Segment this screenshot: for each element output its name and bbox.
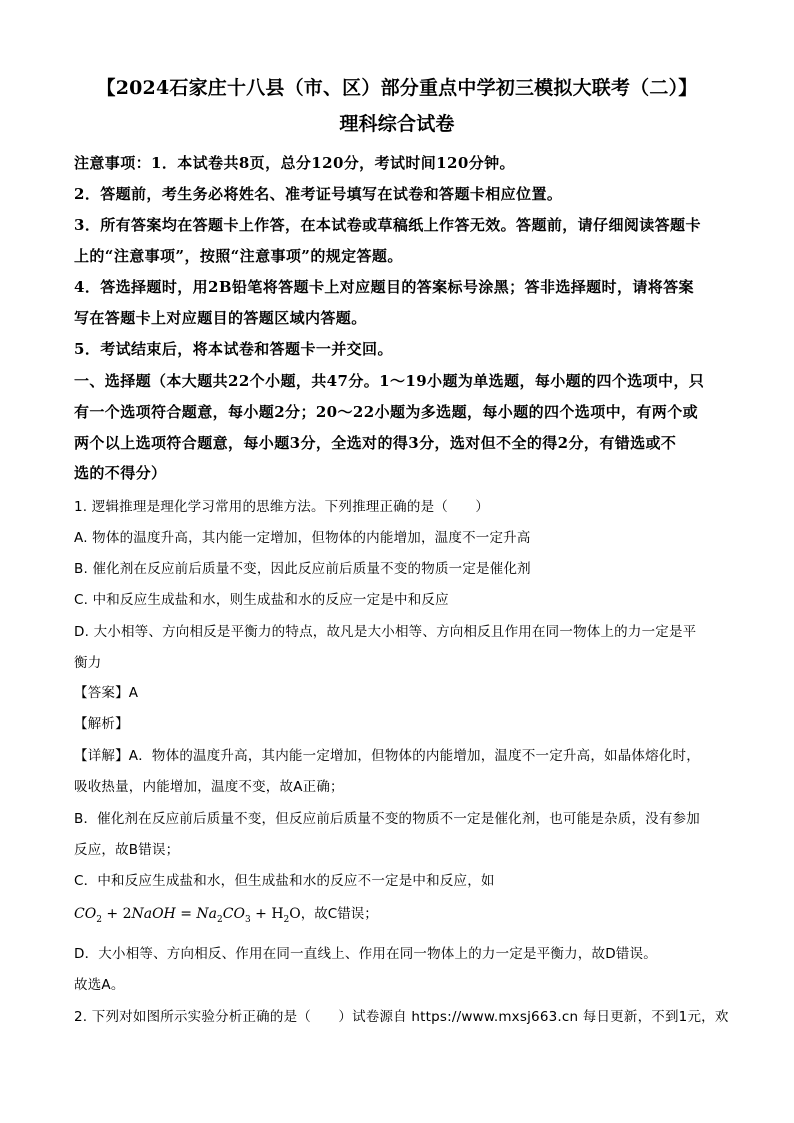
question-1-conclusion: 故选A。 [74,977,125,993]
section-heading-line-3: 两个以上选项符合题意，每小题3分，全选对的得3分，选对但不全的得2分，有错选或不 [74,434,677,452]
chemical-equation-tail: ，故C错误； [300,906,378,922]
question-1-explanation-line-3: B．催化剂在反应前后质量不变，但反应前后质量不变的物质不一定是催化剂，也可能是杂质，没有参加 [74,811,700,827]
section-heading-line-4: 选的不得分） [74,464,167,482]
question-1-option-b: B. 催化剂在反应前后质量不变，因此反应前后质量不变的物质一定是催化剂 [74,561,531,577]
exam-subtitle: 理科综合试卷 [339,113,455,135]
question-1-option-d-line-1: D. 大小相等、方向相反是平衡力的特点，故凡是大小相等、方向相反且作用在同一物体上的力一定是平 [74,624,697,640]
question-1-explanation-line-6: D．大小相等、方向相反、作用在同一直线上、作用在同一物体上的力一定是平衡力，故D错误。 [74,946,657,962]
notice-line-6: 写在答题卡上对应题目的答题区域内答题。 [74,309,367,327]
question-1-explanation-line-1: 【详解】A．物体的温度升高，其内能一定增加，但物体的内能增加，温度不一定升高，如晶体熔化时， [74,748,700,764]
question-1-analysis-label: 【解析】 [74,716,129,732]
question-1-option-c: C. 中和反应生成盐和水，则生成盐和水的反应一定是中和反应 [74,592,449,608]
section-heading-line-2: 有一个选项符合题意，每小题2分；20～22小题为多选题，每小题的四个选项中，有两个或 [74,403,698,421]
question-1-explanation-line-4: 反应，故B错误； [74,842,180,858]
question-1-explanation-line-2: 吸收热量，内能增加，温度不变，故A正确； [74,779,344,795]
question-1-answer: 【答案】A [74,685,139,701]
notice-line-2: 2．答题前，考生务必将姓名、准考证号填写在试卷和答题卡相应位置。 [74,185,563,203]
question-1-option-d-line-2: 衡力 [74,655,102,671]
exam-title: 【2024石家庄十八县（市、区）部分重点中学初三模拟大联考（二）】 [96,77,698,99]
question-1-explanation-line-5: C．中和反应生成盐和水，但生成盐和水的反应不一定是中和反应，如 [74,873,495,889]
notice-line-4: 上的“注意事项”，按照“注意事项”的规定答题。 [74,247,403,265]
notice-line-7: 5．考试结束后，将本试卷和答题卡一并交回。 [74,340,393,358]
section-heading-line-1: 一、选择题（本大题共22个小题，共47分。1～19小题为单选题，每小题的四个选项中，只 [74,372,705,390]
question-1-option-a: A. 物体的温度升高，其内能一定增加，但物体的内能增加，温度不一定升高 [74,530,531,546]
chemical-equation: $CO_2$ + 2NaOH = $Na_2CO_3 + H_2O$，故C错误； [74,906,378,925]
notice-line-1: 注意事项：1．本试卷共8页，总分120分，考试时间120分钟。 [74,154,515,172]
notice-line-5: 4．答选择题时，用2B铅笔将答题卡上对应题目的答案标号涂黑；答非选择题时，请将答案 [74,278,694,296]
question-1-stem: 1. 逻辑推理是理化学习常用的思维方法。下列推理正确的是（ ） [74,499,490,515]
question-2-stem: 2. 下列对如图所示实验分析正确的是（ ）试卷源自 https://www.mxsj663.cn 每日更新，不到1元，欢 [74,1009,729,1025]
notice-line-3: 3．所有答案均在答题卡上作答，在本试卷或草稿纸上作答无效。答题前，请仔细阅读答题卡 [74,216,701,234]
